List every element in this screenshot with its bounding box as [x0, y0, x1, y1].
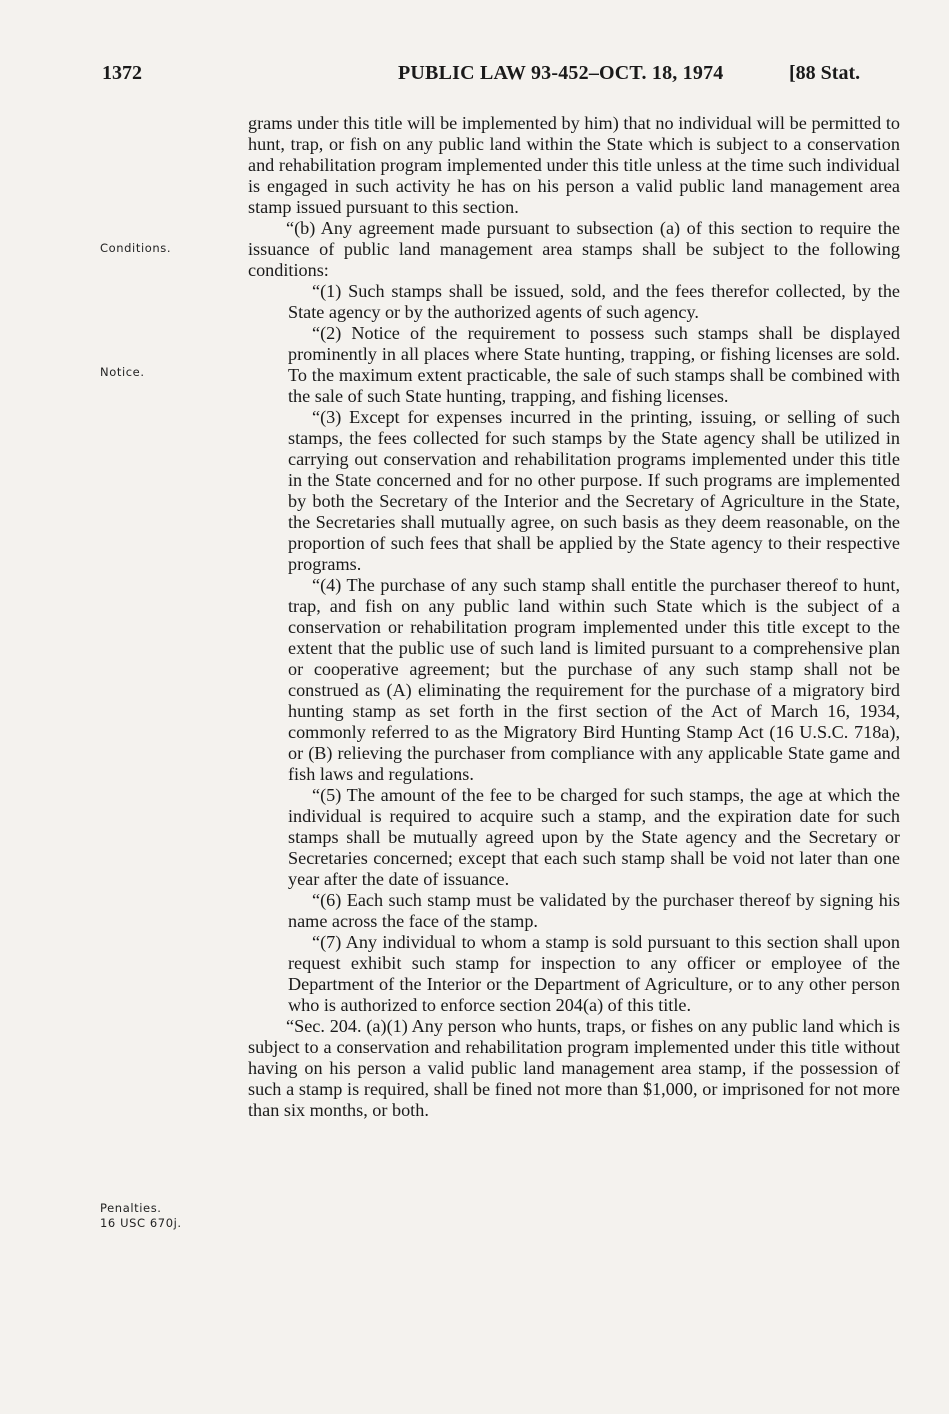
condition-3: “(3) Except for expenses incurred in the printing, issuing, or selling of such stamps, the fees collected for such stamps by the State agency shall be utilized in carrying out conservation and rehabilitation programs implemented under this title in the State concerned and for no other purpose. If such programs are implemented by both the Secretary of the Interior and the Secretary of Agriculture in the State, the Secretaries shall mutually agree, on such basis as they deem reasonable, on the proportion of such fees that shall be applied by the State agency to their respective programs.: [288, 407, 900, 574]
condition-5: “(5) The amount of the fee to be charged for such stamps, the age at which the individual is required to acquire such a stamp, and the expiration date for such stamps shall be mutually agreed upon by the State agency and the Secretary or Secretaries concerned; except that each such stamp shall be void not later than one year after the date of issuance.: [288, 785, 900, 889]
condition-4: “(4) The purchase of any such stamp shall entitle the purchaser thereof to hunt, trap, and fish on any public land within such State which is the subject of a conservation or rehabilitation program implemented under this title except to the extent that the public use of such land is limited pursuant to a comprehensive plan or cooperative agreement; but the purchase of any such stamp shall not be construed as (A) eliminating the requirement for the purchase of a migratory bird hunting stamp as set forth in the first section of the Act of March 16, 1934, commonly referred to as the Migratory Bird Hunting Stamp Act (16 U.S.C. 718a), or (B) relieving the purchaser from compliance with any applicable State game and fish laws and regulations.: [288, 575, 900, 784]
statute-body: [248, 113, 900, 1121]
page-header: [0, 62, 949, 92]
condition-7: “(7) Any individual to whom a stamp is sold pursuant to this section shall upon request exhibit such stamp for inspection to any officer or employee of the Department of the Interior or the Department of Agriculture, or to any other person who is authorized to enforce section 204(a) of this title.: [288, 932, 900, 1015]
condition-1: “(1) Such stamps shall be issued, sold, and the fees therefor collected, by the State agency or by the authorized agents of such agency.: [288, 281, 900, 322]
condition-6: “(6) Each such stamp must be validated by the purchaser thereof by signing his name across the face of the stamp.: [288, 890, 900, 931]
margin-note-usc-reference: 16 USC 670j.: [100, 1216, 182, 1230]
running-title: PUBLIC LAW 93-452–OCT. 18, 1974: [398, 62, 724, 84]
margin-note-notice: Notice.: [100, 365, 145, 379]
condition-2: “(2) Notice of the requirement to possess such stamps shall be displayed prominently in all places where State hunting, trapping, or fishing licenses are sold. To the maximum extent practicable, the sale of such stamps shall be combined with the sale of such State hunting, trapping, and fishing licenses.: [288, 323, 900, 406]
margin-note-conditions: Conditions.: [100, 241, 172, 255]
margin-note-penalties: Penalties.: [100, 1201, 162, 1215]
statute-volume: [88 Stat.: [789, 62, 861, 84]
subsection-b: “(b) Any agreement made pursuant to subsection (a) of this section to require the issuance of public land management area stamps shall be subject to the following conditions:: [248, 218, 900, 280]
paragraph-continuation: grams under this title will be implemented by him) that no individual will be permitted to hunt, trap, or fish on any public land within the State which is subject to a conservation and rehabilitation program implemented under this title unless at the time such individual is engaged in such activity he has on his person a valid public land management area stamp issued pursuant to this section.: [248, 113, 900, 217]
page-number: 1372: [102, 62, 142, 84]
section-204: “Sec. 204. (a)(1) Any person who hunts, traps, or fishes on any public land which is subject to a conservation and rehabilitation program implemented under this title without having on his person a valid public land management area stamp, if the possession of such a stamp is required, shall be fined not more than $1,000, or imprisoned for not more than six months, or both.: [248, 1016, 900, 1120]
